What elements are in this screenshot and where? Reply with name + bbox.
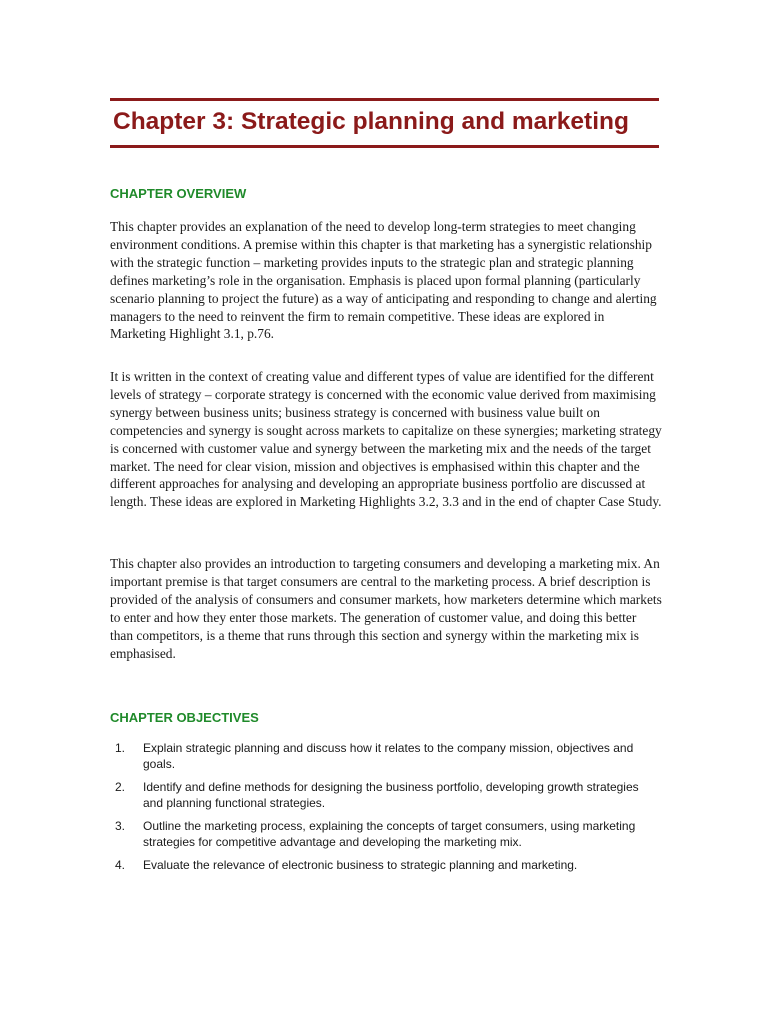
chapter-title: Chapter 3: Strategic planning and marketing <box>113 108 629 135</box>
overview-paragraph-1: This chapter provides an explanation of the need to develop long-term strategies to meet changing environment conditions. A premise within this chapter is that marketing has a synergistic relationship with the strategic function – marketing provides inputs to the strategic plan and strategic planning defines marketing’s role in the organisation. Emphasis is placed upon formal planning (particularly scenario planning to project the future) as a way of anticipating and responding to change and alerting managers to the need to reinvent the firm to remain competitive. These ideas are explored in Marketing Highlight 3.1, p.76. <box>110 219 657 342</box>
chapter-objectives-heading: CHAPTER OBJECTIVES <box>110 710 259 725</box>
objective-number: 2. <box>115 780 126 794</box>
objective-text: Evaluate the relevance of electronic business to strategic planning and marketing. <box>143 858 578 872</box>
objectives-list <box>110 741 655 882</box>
objective-number: 4. <box>115 858 126 872</box>
objective-number: 3. <box>115 819 126 833</box>
objective-item <box>110 741 655 772</box>
chapter-overview-heading: CHAPTER OVERVIEW <box>110 186 247 201</box>
objective-item <box>110 819 655 850</box>
overview-paragraph-3: This chapter also provides an introduction to targeting consumers and developing a marketing mix. An important premise is that target consumers are central to the marketing process. A brief description is provided of the analysis of consumers and consumer markets, how marketers determine which markets to enter and how they enter those markets. The generation of customer value, and doing this better than competitors, is a theme that runs through this section and synergy within the marketing mix is emphasised. <box>110 556 662 661</box>
objective-number: 1. <box>115 741 126 755</box>
objective-item <box>110 858 655 874</box>
overview-paragraph-2: It is written in the context of creating value and different types of value are identified for the different levels of strategy – corporate strategy is concerned with the economic value derived from maximising synergy between business units; business strategy is concerned with business value built on competencies and synergy is sought across markets to capitalize on these synergies; marketing strategy is concerned with customer value and synergy between the marketing mix and the needs of the target market. The need for clear vision, mission and objectives is emphasised within this chapter and the different approaches for analysing and developing an appropriate business portfolio are discussed at length. These ideas are explored in Marketing Highlights 3.2, 3.3 and in the end of chapter Case Study. <box>110 369 662 510</box>
objective-item <box>110 780 655 811</box>
title-bottom-rule <box>110 145 659 148</box>
objective-text: Identify and define methods for designing the business portfolio, developing growth strategies and planning functional strategies. <box>143 780 639 810</box>
title-top-rule <box>110 98 659 101</box>
chapter-title-block <box>110 98 659 150</box>
objective-text: Outline the marketing process, explaining the concepts of target consumers, using marketing strategies for competitive advantage and developing the marketing mix. <box>143 819 636 849</box>
objective-text: Explain strategic planning and discuss how it relates to the company mission, objectives and goals. <box>143 741 634 771</box>
